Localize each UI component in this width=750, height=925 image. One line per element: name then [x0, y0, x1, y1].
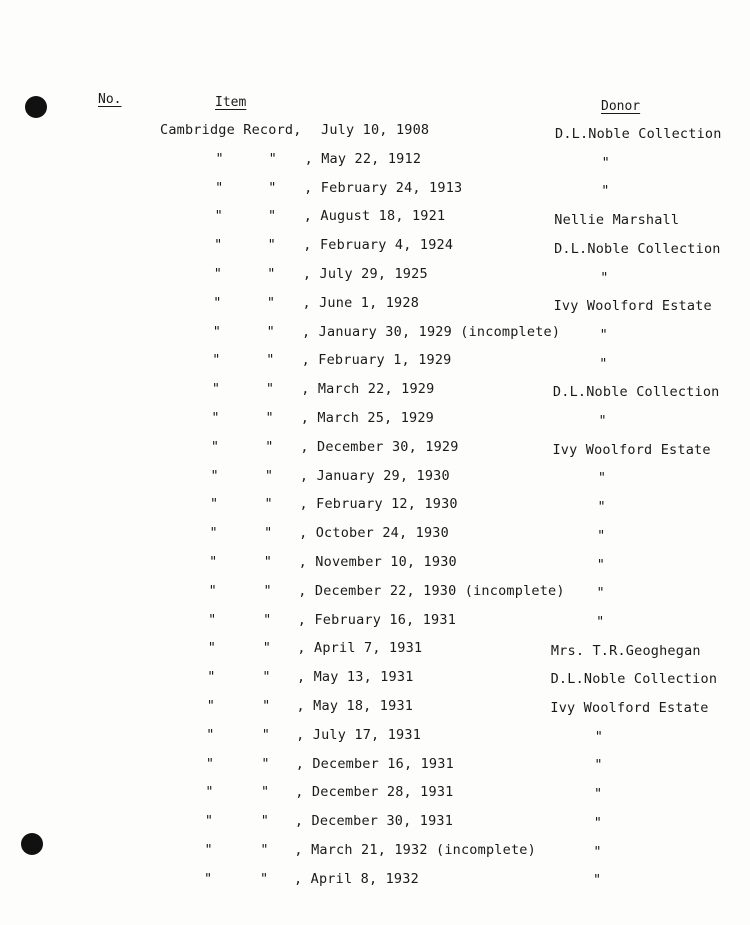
item-name: Cambridge Record,: [160, 122, 302, 138]
donor-ditto: ": [594, 728, 604, 745]
ditto-mark-record: ": [267, 237, 276, 254]
ditto-mark-title: ": [204, 813, 214, 830]
ditto-mark-record: ": [261, 755, 270, 772]
ditto-mark-record: ": [260, 870, 269, 887]
record-date: , May 13, 1931: [296, 669, 414, 686]
ditto-mark-record: ": [265, 438, 274, 455]
ditto-mark-title: ": [214, 237, 223, 254]
record-row: [0, 266, 750, 286]
ditto-mark-title: ": [206, 698, 216, 714]
record-date: , June 1, 1928: [302, 294, 420, 311]
ditto-mark-record: ": [266, 352, 275, 369]
record-date: , December 30, 1929: [300, 438, 459, 455]
ditto-mark-record: ": [267, 208, 277, 225]
ditto-mark-record: ": [262, 698, 271, 714]
ditto-mark-record: ": [266, 323, 275, 340]
ditto-mark-title: ": [209, 525, 218, 542]
record-date: , February 16, 1931: [297, 611, 457, 628]
ditto-mark-title: ": [215, 150, 224, 167]
record-row: [0, 295, 750, 315]
donor-name: D.L.Noble Collection: [552, 384, 720, 401]
ditto-mark-record: ": [261, 784, 270, 801]
donor-name: Ivy Woolford Estate: [553, 298, 712, 315]
ditto-mark-record: ": [264, 496, 273, 513]
record-date: , March 22, 1929: [301, 381, 435, 398]
record-date: , February 1, 1929: [301, 352, 452, 369]
record-row: [0, 122, 750, 142]
record-row: [0, 324, 750, 344]
record-row: [0, 698, 750, 718]
record-date: , November 10, 1930: [298, 554, 457, 570]
donor-name: Nellie Marshall: [554, 212, 680, 229]
ditto-mark-record: ": [260, 842, 269, 858]
ditto-mark-title: ": [213, 294, 222, 311]
ditto-mark-title: ": [214, 208, 223, 225]
record-row: [0, 612, 750, 632]
donor-name: Ivy Woolford Estate: [550, 700, 709, 716]
ditto-mark-title: ": [205, 755, 215, 772]
record-date: , March 21, 1932 (incomplete): [294, 842, 536, 858]
ditto-mark-title: ": [205, 784, 214, 801]
ditto-mark-title: ": [211, 381, 221, 398]
ditto-mark-title: ": [215, 179, 224, 196]
record-row: [0, 784, 750, 804]
donor-name: D.L.Noble Collection: [554, 240, 721, 257]
record-date: , July 17, 1931: [296, 726, 422, 743]
record-row: [0, 871, 750, 891]
donor-ditto: ": [597, 527, 606, 544]
donor-name: Mrs. T.R.Geoghegan: [550, 642, 701, 659]
donor-ditto: ": [596, 556, 606, 573]
record-row: [0, 151, 750, 171]
record-date: , February 24, 1913: [304, 179, 463, 196]
record-row: [0, 381, 750, 401]
ditto-mark-record: ": [265, 410, 274, 426]
record-row: [0, 410, 750, 430]
ditto-mark-title: ": [208, 582, 217, 599]
record-row: [0, 756, 750, 776]
ditto-mark-title: ": [204, 842, 213, 858]
record-row: [0, 352, 750, 372]
ditto-mark-title: ": [210, 467, 219, 484]
ditto-mark-record: ": [262, 640, 272, 657]
record-date: , July 29, 1925: [302, 266, 428, 282]
record-date: , December 22, 1930 (incomplete): [298, 582, 565, 599]
donor-name: D.L.Noble Collection: [550, 671, 718, 688]
ditto-mark-record: ": [263, 554, 273, 570]
donor-ditto: ": [601, 183, 610, 200]
ditto-mark-title: ": [212, 323, 222, 340]
donor-name: Ivy Woolford Estate: [552, 441, 711, 458]
donor-ditto: ": [599, 355, 608, 372]
donor-ditto: ": [600, 269, 609, 286]
ditto-mark-record: ": [264, 525, 273, 542]
record-date: , May 18, 1931: [296, 698, 414, 714]
record-date: , December 30, 1931: [294, 813, 454, 830]
record-date: , February 4, 1924: [303, 237, 454, 254]
ditto-mark-record: ": [263, 611, 272, 628]
record-date: , August 18, 1921: [303, 208, 446, 225]
ditto-mark-title: ": [209, 554, 218, 570]
record-row: [0, 640, 750, 660]
header-donor: Donor: [601, 99, 641, 114]
ditto-mark-record: ": [268, 179, 277, 196]
record-row: [0, 842, 750, 862]
ditto-mark-record: ": [263, 582, 272, 599]
record-row: [0, 468, 750, 488]
ditto-mark-record: ": [267, 266, 276, 282]
ditto-mark-record: ": [261, 726, 271, 743]
ditto-mark-title: ": [204, 870, 213, 887]
donor-ditto: ": [598, 413, 607, 429]
header-item: Item: [215, 95, 247, 110]
record-row: [0, 439, 750, 459]
ditto-mark-title: ": [207, 640, 217, 657]
record-row: [0, 813, 750, 833]
record-date: , April 8, 1932: [294, 870, 419, 887]
record-date: July 10, 1908: [321, 122, 430, 138]
record-row: [0, 554, 750, 574]
record-date: , March 25, 1929: [300, 410, 435, 426]
record-row: [0, 727, 750, 747]
donor-ditto: ": [594, 757, 603, 774]
ditto-mark-title: ": [211, 410, 220, 426]
record-date: , January 29, 1930: [299, 467, 450, 484]
donor-ditto: ": [599, 326, 608, 343]
ditto-mark-title: ": [212, 352, 221, 369]
ditto-mark-title: ": [213, 266, 223, 282]
ditto-mark-record: ": [262, 669, 271, 686]
record-date: , April 7, 1931: [297, 640, 423, 657]
record-row: [0, 669, 750, 689]
ditto-mark-title: ": [210, 496, 219, 513]
ditto-mark-title: ": [207, 669, 216, 686]
donor-ditto: ": [596, 585, 605, 602]
record-date: , February 12, 1930: [299, 496, 458, 513]
record-date: , December 28, 1931: [295, 784, 454, 801]
donor-ditto: ": [593, 872, 602, 889]
donor-ditto: ": [594, 786, 603, 803]
record-row: [0, 525, 750, 545]
ditto-mark-record: ": [264, 467, 274, 484]
record-row: [0, 208, 750, 228]
ditto-mark-record: ": [268, 150, 277, 167]
donor-ditto: ": [593, 814, 603, 831]
ditto-mark-record: ": [260, 813, 270, 830]
ditto-mark-title: ": [208, 611, 217, 628]
donor-ditto: ": [601, 154, 610, 171]
donor-ditto: ": [593, 843, 602, 860]
donor-ditto: ": [596, 613, 605, 630]
record-date: , May 22, 1912: [304, 150, 422, 167]
ditto-mark-title: ": [210, 438, 220, 455]
record-date: , December 16, 1931: [295, 755, 454, 772]
record-row: [0, 237, 750, 257]
record-date: , January 30, 1929 (incomplete): [302, 323, 561, 340]
header-no: No.: [98, 92, 122, 107]
donor-name: D.L.Noble Collection: [555, 126, 722, 142]
record-row: [0, 583, 750, 603]
record-row: [0, 496, 750, 516]
donor-ditto: ": [597, 470, 607, 487]
record-date: , October 24, 1930: [299, 525, 449, 542]
record-row: [0, 180, 750, 200]
donor-ditto: ": [597, 499, 606, 516]
ditto-mark-record: ": [265, 381, 275, 398]
ditto-mark-title: ": [206, 726, 215, 743]
ditto-mark-record: ": [266, 294, 276, 311]
